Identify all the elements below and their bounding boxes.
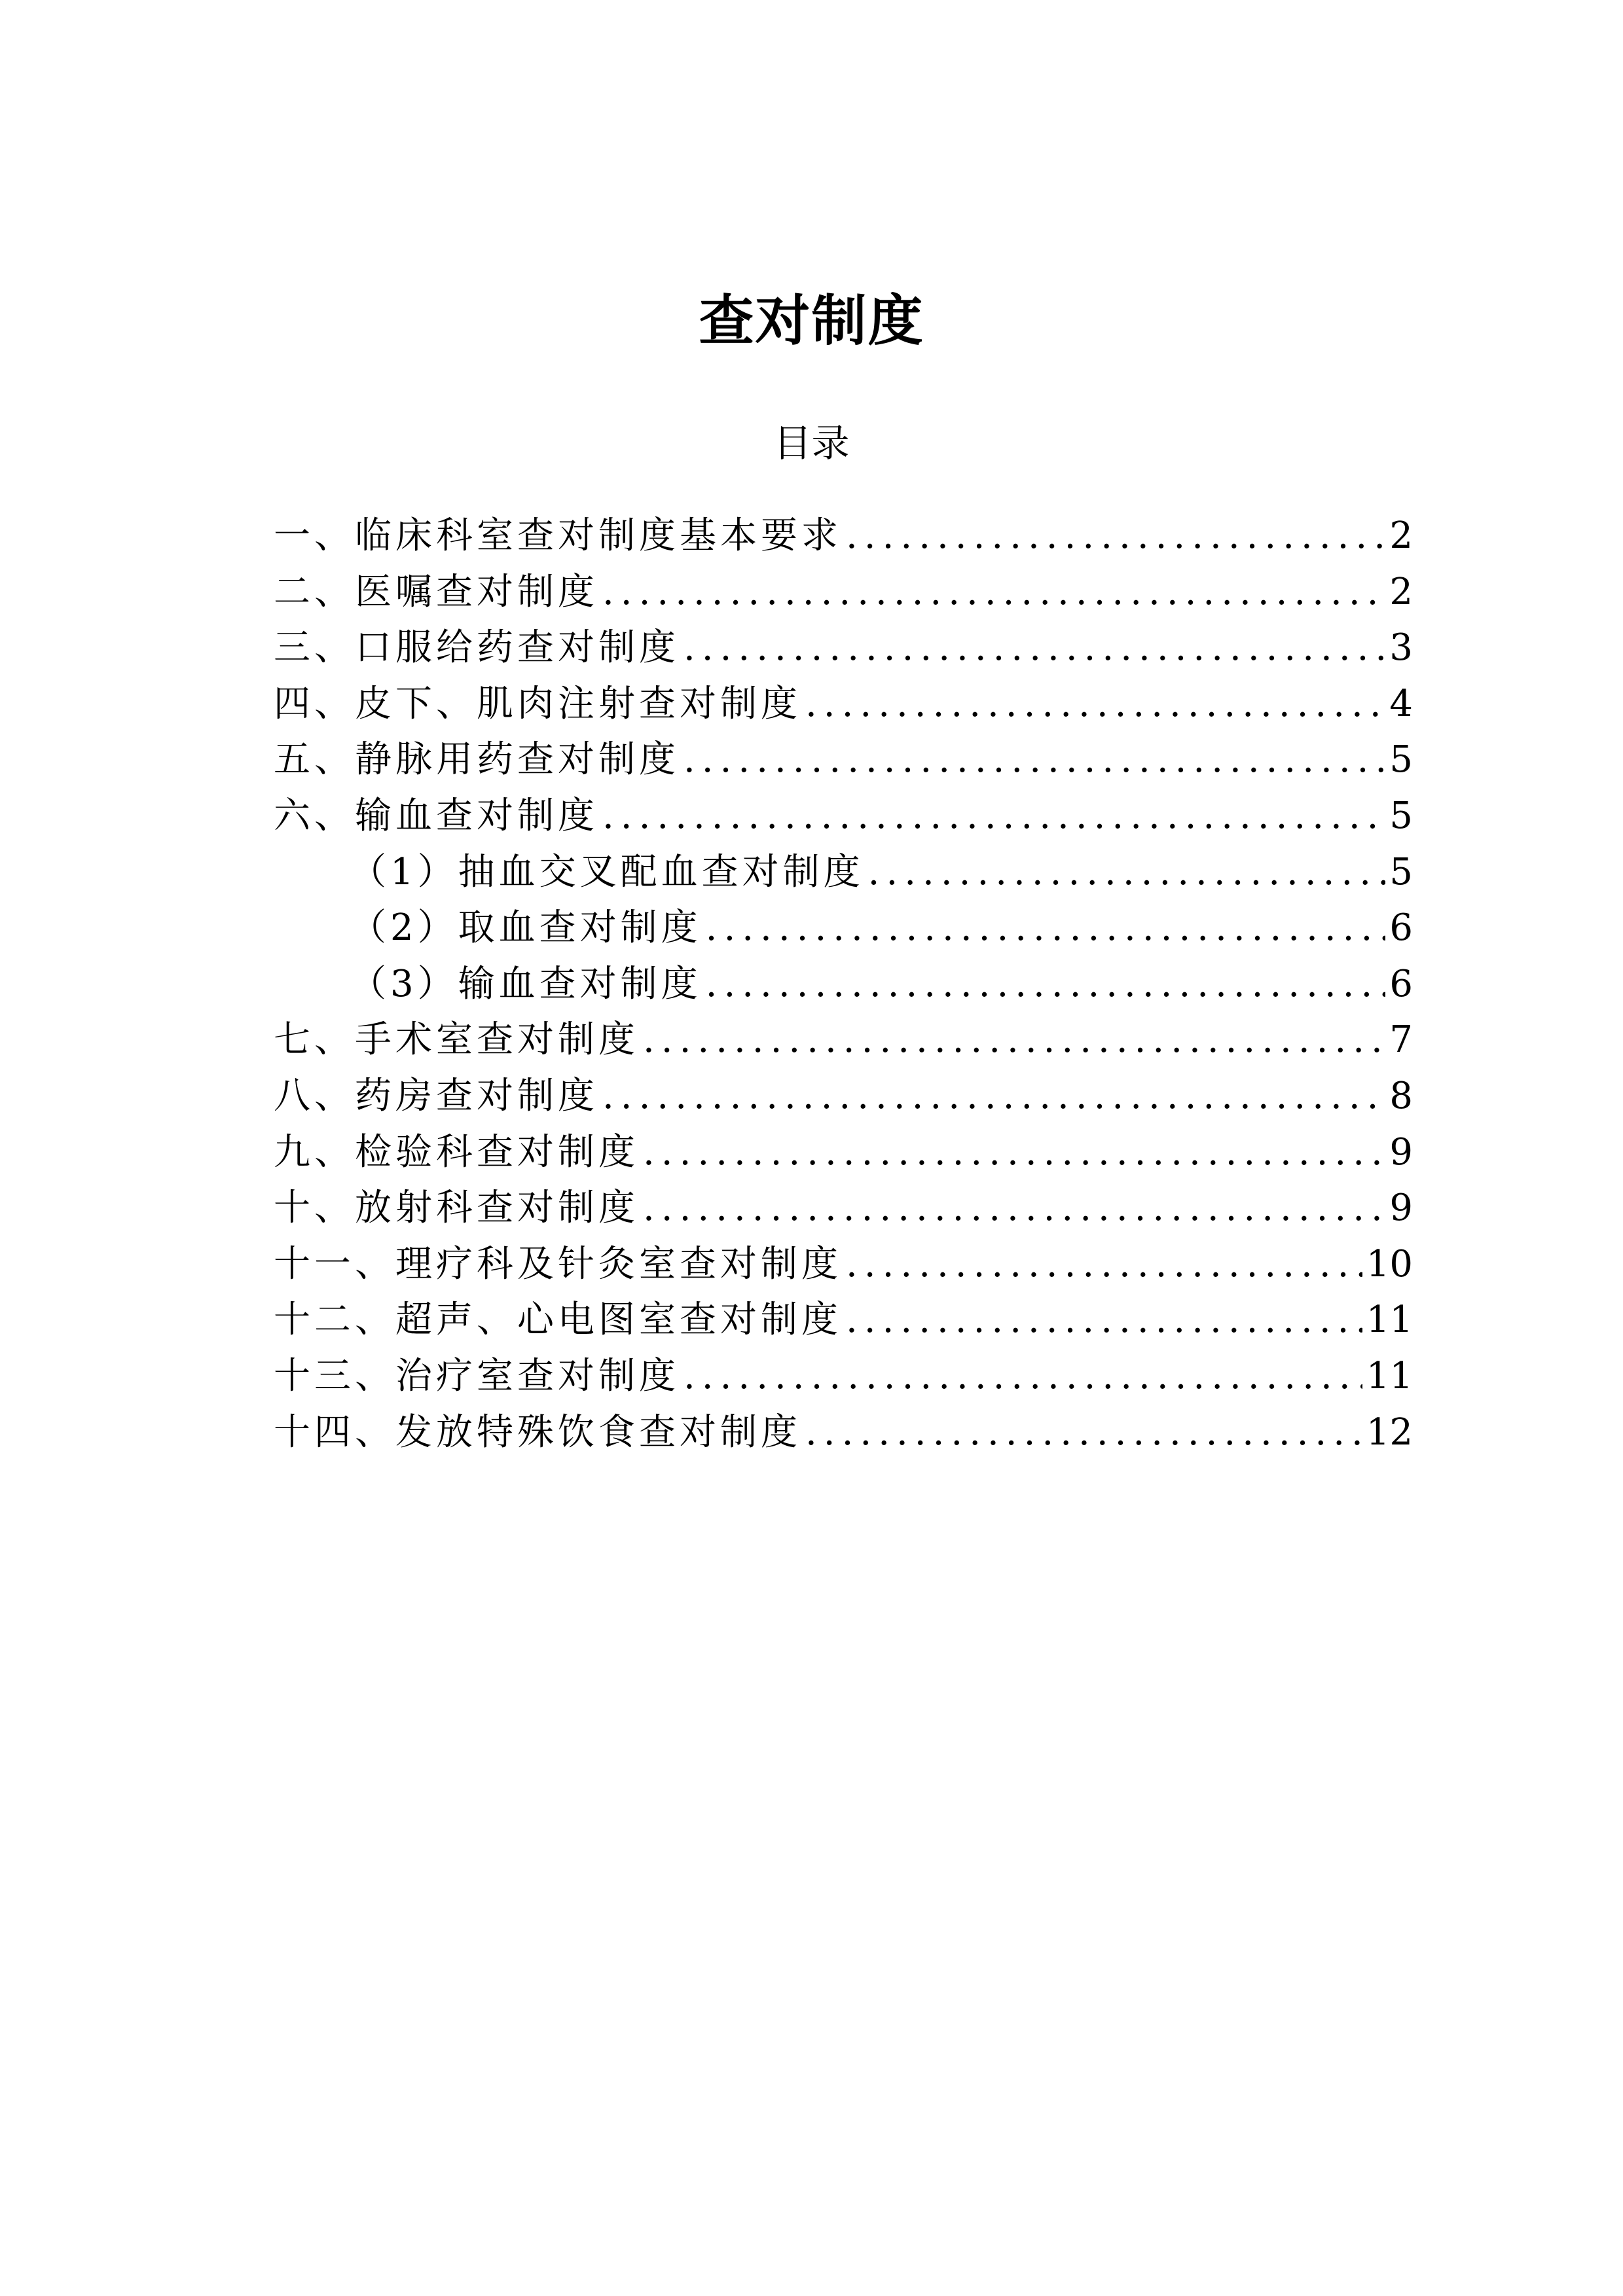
toc-dot-leader — [684, 620, 1385, 676]
toc-entry-page: 11 — [1366, 1354, 1413, 1397]
toc-entry-page: 11 — [1366, 1299, 1413, 1342]
toc-entry-page: 3 — [1389, 626, 1413, 670]
toc-entry-label: 十四、发放特殊饮食查对制度 — [274, 1410, 801, 1454]
toc-entry-page: 4 — [1389, 682, 1413, 725]
toc-entry-page: 2 — [1389, 570, 1413, 613]
toc-entry-page: 8 — [1389, 1074, 1413, 1117]
toc-entry-label: 十一、理疗科及针灸室查对制度 — [274, 1242, 842, 1285]
toc-subentry-6-3[interactable] — [274, 956, 1413, 1013]
toc-entry-label: 一、临床科室查对制度基本要求 — [274, 514, 842, 557]
toc-dot-leader — [643, 1180, 1385, 1236]
toc-entry-2[interactable] — [274, 564, 1413, 620]
toc-dot-leader — [868, 844, 1386, 901]
toc-entry-5[interactable] — [274, 732, 1413, 788]
toc-entry-page: 12 — [1366, 1410, 1413, 1454]
toc-entry-label: 四、皮下、肌肉注射查对制度 — [274, 682, 801, 725]
toc-entry-label: 七、手术室查对制度 — [274, 1018, 639, 1062]
toc-entry-6[interactable] — [274, 788, 1413, 844]
toc-entry-10[interactable] — [274, 1180, 1413, 1236]
toc-entry-8[interactable] — [274, 1068, 1413, 1124]
toc-entry-9[interactable] — [274, 1124, 1413, 1181]
toc-heading: 目录 — [773, 421, 850, 465]
toc-dot-leader — [805, 676, 1385, 732]
toc-entry-page: 5 — [1389, 850, 1413, 893]
toc-entry-11[interactable] — [274, 1236, 1413, 1293]
toc-entry-label: （2）取血查对制度 — [350, 906, 702, 950]
toc-dot-leader — [846, 1292, 1362, 1348]
toc-entry-label: （3）输血查对制度 — [350, 962, 702, 1005]
toc-dot-leader — [805, 1405, 1362, 1461]
toc-dot-leader — [706, 900, 1386, 956]
toc-entry-label: 八、药房查对制度 — [274, 1074, 598, 1117]
toc-dot-leader — [684, 732, 1385, 788]
toc-entry-page: 6 — [1389, 906, 1413, 950]
toc-entry-page: 7 — [1389, 1018, 1413, 1062]
toc-entry-label: 二、医嘱查对制度 — [274, 570, 598, 613]
toc-entry-label: 三、口服给药查对制度 — [274, 626, 680, 670]
toc-entry-page: 5 — [1389, 794, 1413, 837]
toc-entry-page: 9 — [1389, 1187, 1413, 1230]
toc-entry-12[interactable] — [274, 1292, 1413, 1348]
toc-dot-leader — [602, 788, 1385, 844]
toc-entry-label: 十、放射科查对制度 — [274, 1187, 639, 1230]
toc-entry-3[interactable] — [274, 620, 1413, 676]
table-of-contents — [274, 508, 1413, 1460]
toc-entry-page: 6 — [1389, 962, 1413, 1005]
toc-entry-page: 10 — [1366, 1242, 1413, 1285]
toc-entry-1[interactable] — [274, 508, 1413, 564]
toc-entry-page: 2 — [1389, 514, 1413, 557]
toc-dot-leader — [846, 508, 1385, 564]
toc-entry-13[interactable] — [274, 1348, 1413, 1405]
toc-dot-leader — [643, 1124, 1385, 1181]
toc-entry-label: 九、检验科查对制度 — [274, 1130, 639, 1174]
toc-entry-page: 9 — [1389, 1130, 1413, 1174]
toc-entry-label: 十二、超声、心电图室查对制度 — [274, 1299, 842, 1342]
toc-entry-14[interactable] — [274, 1405, 1413, 1461]
toc-entry-label: （1）抽血交叉配血查对制度 — [350, 850, 864, 893]
toc-dot-leader — [706, 956, 1386, 1013]
toc-entry-label: 五、静脉用药查对制度 — [274, 738, 680, 781]
toc-subentry-6-2[interactable] — [274, 900, 1413, 956]
toc-entry-page: 5 — [1389, 738, 1413, 781]
document-title: 查对制度 — [699, 289, 924, 353]
toc-entry-7[interactable] — [274, 1012, 1413, 1068]
toc-dot-leader — [602, 1068, 1385, 1124]
toc-subentry-6-1[interactable] — [274, 844, 1413, 901]
toc-entry-label: 十三、治疗室查对制度 — [274, 1354, 680, 1397]
toc-dot-leader — [684, 1348, 1362, 1405]
toc-dot-leader — [846, 1236, 1362, 1293]
toc-dot-leader — [602, 564, 1385, 620]
toc-entry-4[interactable] — [274, 676, 1413, 732]
toc-entry-label: 六、输血查对制度 — [274, 794, 598, 837]
toc-dot-leader — [643, 1012, 1385, 1068]
